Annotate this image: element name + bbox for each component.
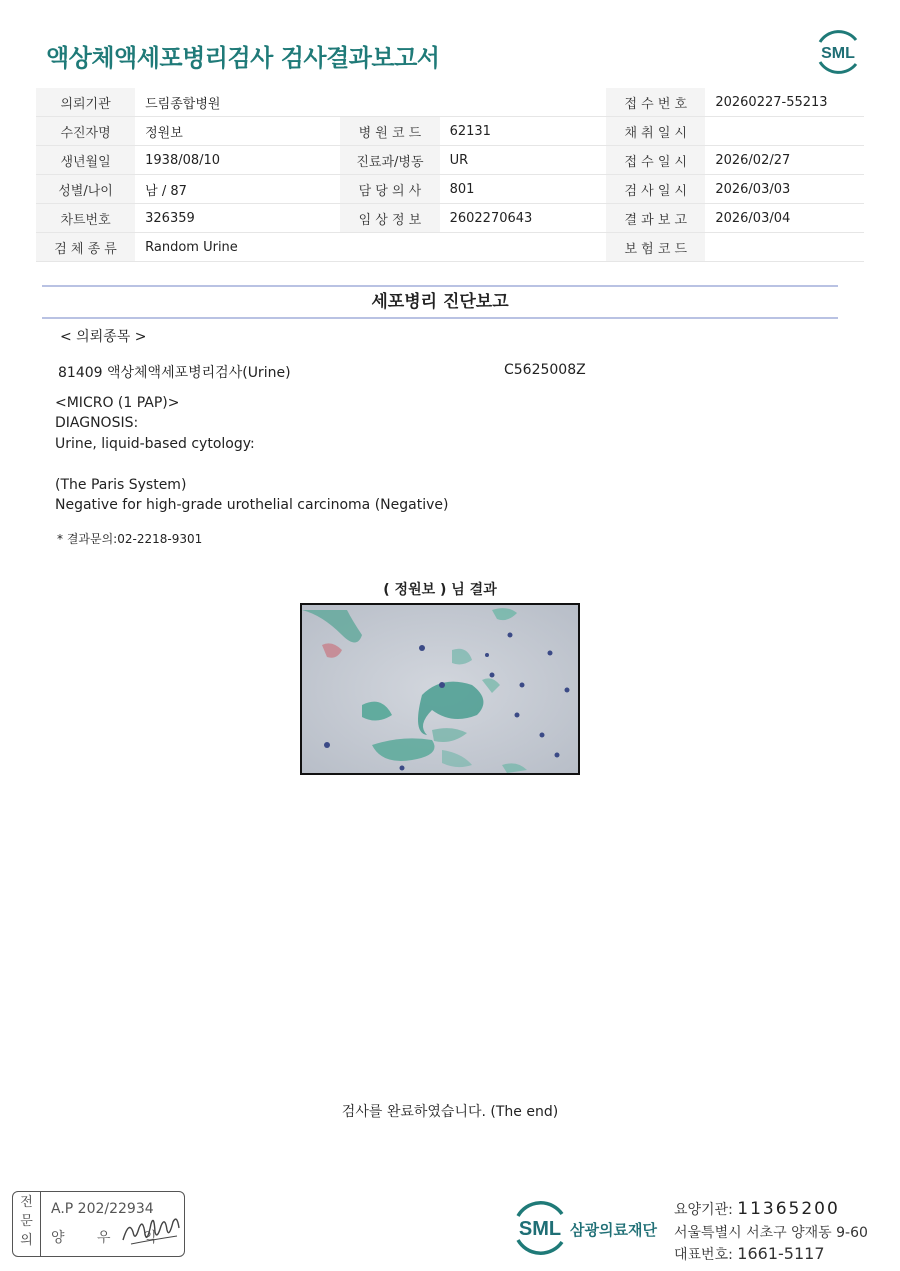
sml-footer-logo	[510, 1200, 570, 1256]
info-value: 1938/08/10	[135, 146, 340, 175]
info-value: 남 / 87	[135, 175, 340, 204]
info-label: 진료과/병동	[340, 146, 439, 175]
info-label: 검 사 일 시	[606, 175, 705, 204]
info-value: 2026/02/27	[705, 146, 864, 175]
info-value	[440, 233, 607, 262]
info-value: 20260227-55213	[705, 88, 864, 117]
info-value: 62131	[440, 117, 607, 146]
report-title: 액상체액세포병리검사 검사결과보고서	[46, 44, 440, 72]
image-caption: ( 정원보 ) 님 결과	[383, 582, 497, 598]
info-value	[440, 88, 607, 117]
sml-logo	[812, 28, 864, 74]
address-text: 서울특별시 서초구 양재동 9-60	[674, 1225, 868, 1241]
contact-line: * 결과문의:02-2218-9301	[57, 532, 203, 546]
info-value: 드림종합병원	[135, 88, 340, 117]
footer-org-name: 삼광의료재단	[570, 1221, 657, 1239]
order-code: C5625008Z	[504, 362, 586, 378]
info-value: 2602270643	[440, 204, 607, 233]
info-label: 채 취 일 시	[606, 117, 705, 146]
report-line: (The Paris System)	[55, 477, 187, 493]
info-label: 임 상 정 보	[340, 204, 439, 233]
code-value: 11365200	[737, 1199, 840, 1219]
info-row	[36, 146, 864, 175]
phone-label: 대표번호:	[674, 1247, 733, 1263]
info-label: 의뢰기관	[36, 88, 135, 117]
order-item: 81409 액상체액세포병리검사(Urine)	[58, 365, 291, 381]
info-value: 801	[440, 175, 607, 204]
info-row	[36, 175, 864, 204]
footer-phone-line	[674, 1244, 825, 1264]
info-row	[36, 88, 864, 117]
report-line: Negative for high-grade urothelial carcinoma (Negative)	[55, 497, 449, 513]
info-label: 접 수 일 시	[606, 146, 705, 175]
code-label: 요양기관:	[674, 1202, 733, 1218]
info-label	[340, 233, 439, 262]
info-value: 정원보	[135, 117, 340, 146]
info-label: 성별/나이	[36, 175, 135, 204]
info-label: 병 원 코 드	[340, 117, 439, 146]
info-label: 수진자명	[36, 117, 135, 146]
info-row	[36, 117, 864, 146]
info-row	[36, 204, 864, 233]
phone-value: 1661-5117	[737, 1244, 825, 1263]
info-label: 생년월일	[36, 146, 135, 175]
info-value: Random Urine	[135, 233, 340, 262]
info-row	[36, 233, 864, 262]
stamp-side-label: 전 문 의	[13, 1192, 41, 1256]
ap-number: A.P 202/22934	[51, 1201, 154, 1217]
cytology-image	[300, 603, 580, 775]
specialist-stamp	[12, 1191, 185, 1257]
section-title: 세포병리 진단보고	[371, 292, 509, 312]
info-label: 검 체 종 류	[36, 233, 135, 262]
footer-code-line	[674, 1199, 840, 1219]
info-value: 2026/03/03	[705, 175, 864, 204]
signature-icon	[121, 1210, 183, 1252]
report-line: DIAGNOSIS:	[55, 415, 139, 431]
info-label: 보 험 코 드	[606, 233, 705, 262]
info-value	[705, 117, 864, 146]
report-line: <MICRO (1 PAP)>	[55, 395, 180, 411]
info-value	[705, 233, 864, 262]
info-label: 차트번호	[36, 204, 135, 233]
info-label: 결 과 보 고	[606, 204, 705, 233]
info-label: 담 당 의 사	[340, 175, 439, 204]
patient-info-table	[36, 88, 864, 262]
footer-address	[674, 1222, 868, 1242]
doctor-name: 양 우 익	[51, 1230, 171, 1246]
info-label	[340, 88, 439, 117]
svg-text:SML: SML	[518, 1218, 562, 1240]
info-value: 326359	[135, 204, 340, 233]
report-line: Urine, liquid-based cytology:	[55, 436, 255, 452]
order-heading: < 의뢰종목 >	[60, 329, 147, 345]
svg-text:SML: SML	[821, 45, 855, 62]
info-value: 2026/03/04	[705, 204, 864, 233]
section-bottom-line	[42, 317, 838, 319]
completion-text: 검사를 완료하였습니다. (The end)	[341, 1104, 559, 1120]
info-label: 접 수 번 호	[606, 88, 705, 117]
info-value: UR	[440, 146, 607, 175]
